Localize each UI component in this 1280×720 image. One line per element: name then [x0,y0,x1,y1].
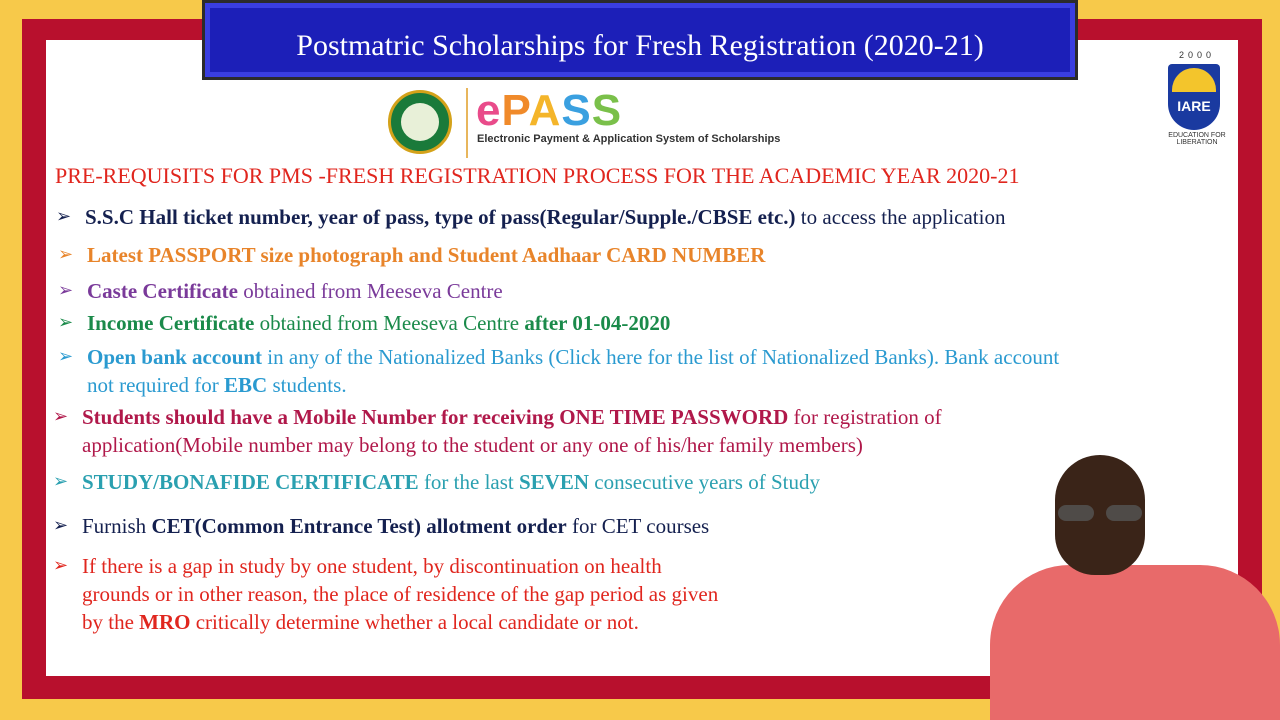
list-item: Latest PASSPORT size photograph and Student Aadhaar CARD NUMBER [87,243,766,267]
prerequisites-heading: PRE-REQUISITS FOR PMS -FRESH REGISTRATION PROCESS FOR THE ACADEMIC YEAR 2020-21 [55,163,1020,188]
bullet-arrow-icon: ➢ [58,312,74,333]
telangana-emblem-logo [388,90,452,154]
list-item: Furnish CET(Common Entrance Test) allotment order for CET courses [82,514,710,538]
bullet-arrow-icon: ➢ [58,244,74,265]
slide-title: Postmatric Scholarships for Fresh Registration (2020-21) [296,29,984,62]
bullet-arrow-icon: ➢ [53,555,69,576]
list-item-continuation: application(Mobile number may belong to the student or any one of his/her family members) [82,433,863,457]
list-item: If there is a gap in study by one student, by discontinuation on health [82,554,662,578]
list-item: Open bank account in any of the Nationalized Banks (Click here for the list of Nationalized Banks). Bank account [87,345,1060,369]
list-item-continuation: not required for EBC students. [87,373,347,397]
logo-divider [466,88,468,158]
list-item: S.S.C Hall ticket number, year of pass, type of pass(Regular/Supple./CBSE etc.) to access the application [85,205,1006,229]
list-item-continuation: by the MRO critically determine whether a local candidate or not. [82,610,639,634]
list-item-continuation: grounds or in other reason, the place of residence of the gap period as given [82,582,719,606]
list-item: Income Certificate obtained from Meeseva Centre after 01-04-2020 [87,311,671,335]
bullet-arrow-icon: ➢ [53,406,69,427]
title-banner [202,0,1078,80]
epass-subtitle: Electronic Payment & Application System of Scholarships [477,133,781,145]
bullet-arrow-icon: ➢ [58,346,74,367]
list-item: Caste Certificate obtained from Meeseva Centre [87,279,503,303]
list-item: Students should have a Mobile Number for receiving ONE TIME PASSWORD for registration of [82,405,942,429]
list-item: STUDY/BONAFIDE CERTIFICATE for the last SEVEN consecutive years of Study [82,470,820,494]
epass-logo: ePASS [476,86,623,135]
presenter-video [990,455,1280,720]
bullet-arrow-icon: ➢ [56,206,72,227]
bullet-arrow-icon: ➢ [53,471,69,492]
bullet-arrow-icon: ➢ [53,515,69,536]
bullet-arrow-icon: ➢ [58,280,74,301]
iare-shield-icon: IARE [1168,64,1220,130]
iare-logo: 2000 IARE EDUCATION FOR LIBERATION [1168,50,1226,146]
